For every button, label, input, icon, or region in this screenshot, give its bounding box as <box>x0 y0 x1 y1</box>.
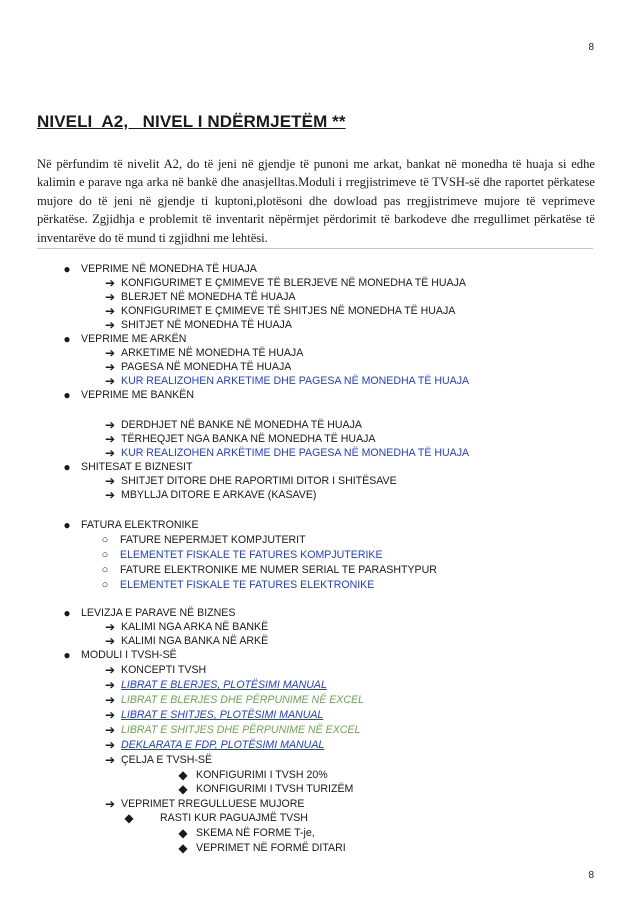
outline-item-text: DERDHJET NË BANKE NË MONEDHA TË HUAJA <box>121 419 362 431</box>
outline-item-text: VEPRIME NË MONEDHA TË HUAJA <box>81 263 257 275</box>
horizontal-divider <box>37 248 593 249</box>
bullet-dot-icon: ● <box>63 648 71 662</box>
intro-paragraph: Në përfundim të nivelit A2, do të jeni në gjendje të punoni me arkat, bankat në monedha të huaja si edhe kalimin e parave nga arka në bankë dhe anasjelltas.Moduli i rregjistrimeve të TVSH-së dhe raportet përkatese mujore do të jeni në gjendje ti kuptoni,plotësoni dhe dowload pas rregjistrimeve mujore të veprimeve përkatëse. Zgjidhja e problemit të inventarit nëpërmjet përdorimit të barkodeve dhe rregullimet përkatëse të inventarëve do të mund ti zgjidhni me lehtësi. <box>37 157 595 245</box>
circle-bullet-icon: ○ <box>101 579 109 591</box>
bullet-dot-icon: ● <box>63 606 71 620</box>
arrow-right-icon: ➔ <box>104 446 116 460</box>
outline-item-text: FATURE NEPERMJET KOMPJUTERIT <box>120 534 306 546</box>
circle-bullet-icon: ○ <box>101 549 109 561</box>
outline-item-text: DEKLARATA E FDP, PLOTËSIMI MANUAL <box>121 739 325 751</box>
outline-item-text: KUR REALIZOHEN ARKËTIME DHE PAGESA NË MONEDHA TË HUAJA <box>121 447 470 459</box>
outline-item-text: SKEMA NË FORME T-je, <box>196 827 315 839</box>
arrow-right-icon: ➔ <box>104 318 116 332</box>
arrow-right-icon: ➔ <box>104 738 116 752</box>
arrow-right-icon: ➔ <box>104 432 116 446</box>
page-number-bottom: 8 <box>588 870 594 881</box>
arrow-right-icon: ➔ <box>104 304 116 318</box>
outline-item-text: KONCEPTI TVSH <box>121 664 207 676</box>
arrow-right-icon: ➔ <box>104 488 116 502</box>
outline-item-text: LIBRAT E BLERJES DHE PËRPUNIME NË EXCEL <box>121 694 364 706</box>
section-title: NIVELI A2, NIVEL I NDËRMJETËM ** <box>37 112 346 131</box>
arrow-right-icon: ➔ <box>104 276 116 290</box>
outline-item-text: VEPRIMET RREGULLUESE MUJORE <box>121 798 305 810</box>
arrow-right-icon: ➔ <box>104 474 116 488</box>
diamond-bullet-icon: ◆ <box>178 826 188 840</box>
outline-item-text: SHITJET NË MONEDHA TË HUAJA <box>121 319 292 331</box>
arrow-right-icon: ➔ <box>104 360 116 374</box>
outline-item-text: ÇELJA E TVSH-SË <box>121 754 213 766</box>
outline-item-text: MODULI I TVSH-SË <box>81 649 177 661</box>
arrow-right-icon: ➔ <box>104 418 116 432</box>
arrow-right-icon: ➔ <box>104 290 116 304</box>
outline-item-text: KONFIGURIMI I TVSH TURIZËM <box>196 783 354 795</box>
arrow-right-icon: ➔ <box>104 374 116 388</box>
diamond-bullet-icon: ◆ <box>178 782 188 796</box>
outline-item-text: VEPRIME ME BANKËN <box>81 389 195 401</box>
diamond-bullet-icon: ◆ <box>178 841 188 855</box>
outline-item-text: KONFIGURIMI I TVSH 20% <box>196 769 328 781</box>
outline-item-text: ARKETIME NË MONEDHA TË HUAJA <box>121 347 304 359</box>
circle-bullet-icon: ○ <box>101 534 109 546</box>
outline-item-text: LEVIZJA E PARAVE NË BIZNES <box>81 607 236 619</box>
outline-item-text: VEPRIMET NË FORMË DITARI <box>196 842 346 854</box>
arrow-right-icon: ➔ <box>104 663 116 677</box>
arrow-right-icon: ➔ <box>104 634 116 648</box>
bullet-dot-icon: ● <box>63 262 71 276</box>
outline-item-text: LIBRAT E BLERJES, PLOTËSIMI MANUAL <box>121 679 327 691</box>
outline-item-text: KONFIGURIMET E ÇMIMEVE TË SHITJES NË MONEDHA TË HUAJA <box>121 305 456 317</box>
circle-bullet-icon: ○ <box>101 564 109 576</box>
diamond-bullet-icon: ◆ <box>178 768 188 782</box>
arrow-right-icon: ➔ <box>104 678 116 692</box>
outline-item-text: KONFIGURIMET E ÇMIMEVE TË BLERJEVE NË MONEDHA TË HUAJA <box>121 277 466 289</box>
outline-item-text: TËRHEQJET NGA BANKA NË MONEDHA TË HUAJA <box>121 433 376 445</box>
outline-item-text: LIBRAT E SHITJES, PLOTËSIMI MANUAL <box>121 709 324 721</box>
arrow-right-icon: ➔ <box>104 620 116 634</box>
outline-item-text: ELEMENTET FISKALE TE FATURES KOMPJUTERIKE <box>120 549 383 561</box>
outline-item-text: RASTI KUR PAGUAJMË TVSH <box>160 812 308 824</box>
outline-item-text: SHITESAT E BIZNESIT <box>81 461 193 473</box>
outline-item-text: MBYLLJA DITORE E ARKAVE (KASAVE) <box>121 489 317 501</box>
diamond-bullet-icon: ◆ <box>124 811 134 825</box>
bullet-dot-icon: ● <box>63 518 71 532</box>
outline-item-text: LIBRAT E SHITJES DHE PËRPUNIME NË EXCEL <box>121 724 361 736</box>
arrow-right-icon: ➔ <box>104 797 116 811</box>
bullet-dot-icon: ● <box>63 332 71 346</box>
outline-item-text: KALIMI NGA BANKA NË ARKË <box>121 635 269 647</box>
outline-item-text: FATURA ELEKTRONIKE <box>81 519 199 531</box>
outline-item-text: BLERJET NË MONEDHA TË HUAJA <box>121 291 296 303</box>
outline-item-text: VEPRIME ME ARKËN <box>81 333 187 345</box>
arrow-right-icon: ➔ <box>104 693 116 707</box>
arrow-right-icon: ➔ <box>104 753 116 767</box>
outline-item-text: PAGESA NË MONEDHA TË HUAJA <box>121 361 292 373</box>
outline-item-text: ELEMENTET FISKALE TE FATURES ELEKTRONIKE <box>120 579 375 591</box>
page-number-top: 8 <box>588 42 594 53</box>
arrow-right-icon: ➔ <box>104 708 116 722</box>
arrow-right-icon: ➔ <box>104 346 116 360</box>
outline-item-text: SHITJET DITORE DHE RAPORTIMI DITOR I SHITËSAVE <box>121 475 397 487</box>
bullet-dot-icon: ● <box>63 460 71 474</box>
bullet-dot-icon: ● <box>63 388 71 402</box>
outline-item-text: FATURE ELEKTRONIKE ME NUMER SERIAL TE PARASHTYPUR <box>120 564 437 576</box>
arrow-right-icon: ➔ <box>104 723 116 737</box>
outline-item-text: KALIMI NGA ARKA NË BANKË <box>121 621 269 633</box>
outline-item-text: KUR REALIZOHEN ARKETIME DHE PAGESA NË MONEDHA TË HUAJA <box>121 375 470 387</box>
